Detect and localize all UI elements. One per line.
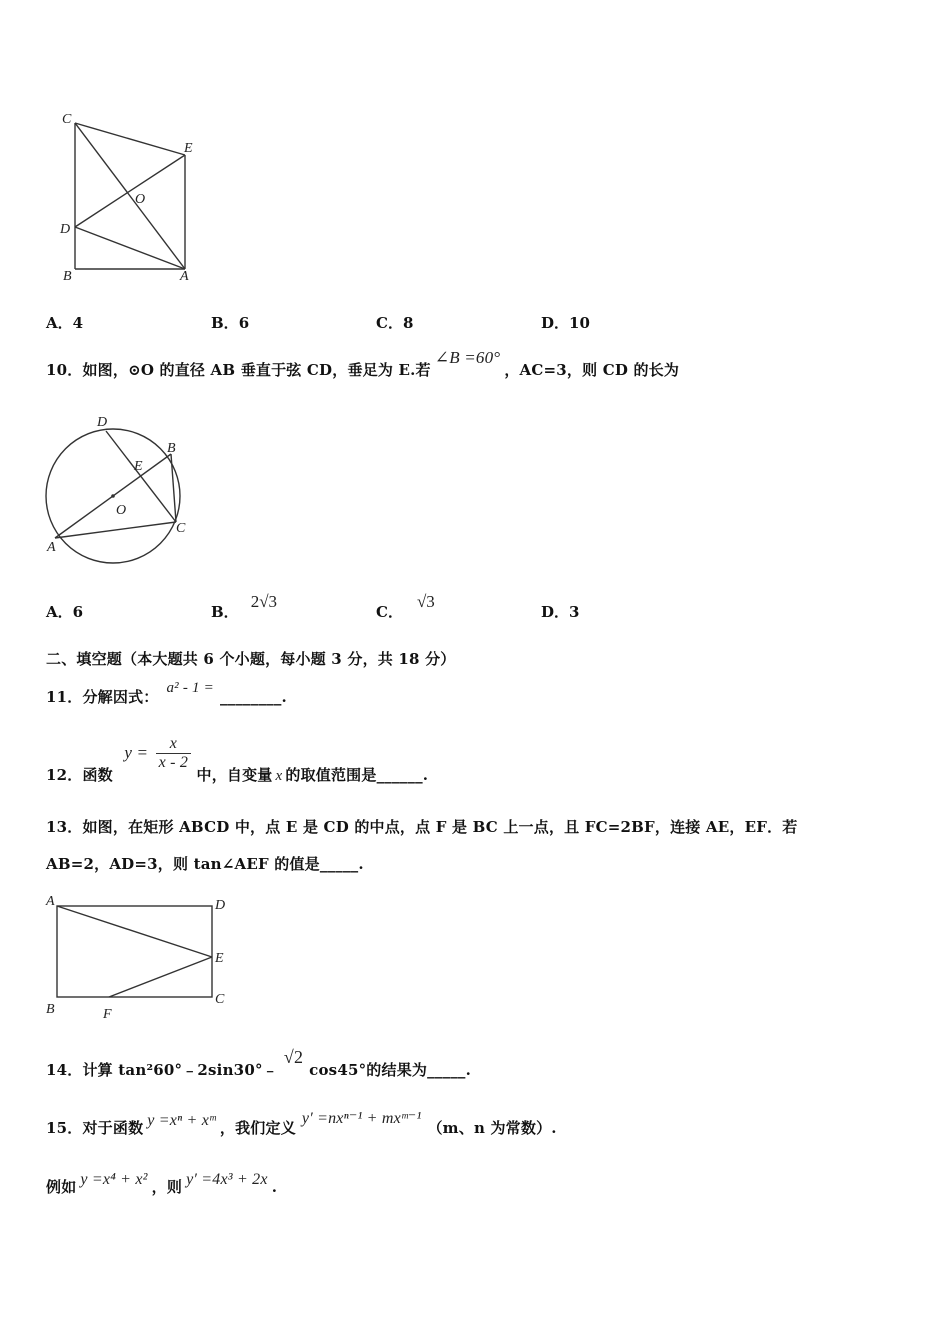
q13-label-c: C	[215, 992, 225, 1007]
q9-label-e: E	[184, 141, 193, 156]
q10-label-c: C	[176, 521, 186, 536]
q10-label-a: A	[47, 540, 56, 555]
q10-label-o: O	[116, 503, 127, 518]
q9-option-c: C．8	[376, 314, 414, 332]
q10-stem: 10．如图，⊙O 的直径 AB 垂直于弦 CD，垂足为 E.若∠B =60°，AC=3，则 CD 的长为	[46, 348, 680, 379]
q9-label-b: B	[63, 269, 72, 284]
q14: 14．计算 tan²60°﹣2sin30°﹣√2cos45°的结果为_____.	[46, 1047, 472, 1079]
q14-sqrt: √2	[283, 1047, 304, 1067]
q10-label-e: E	[134, 459, 143, 474]
q10-option-b: B．2√3	[211, 592, 278, 621]
q9-option-d: D．10	[541, 314, 590, 332]
q9-label-d: D	[60, 222, 71, 237]
q15-derivative: y′ =nxⁿ⁻¹ + mxᵐ⁻¹	[301, 1110, 422, 1127]
q13-line2: AB=2，AD=3，则 tan∠AEF 的值是_____.	[46, 855, 364, 873]
q13-label-b: B	[46, 1002, 55, 1017]
q10-angle-math: ∠B =60°	[434, 348, 501, 367]
q10-figure	[40, 408, 200, 568]
q13-figure	[42, 890, 237, 1025]
q13-line1: 13．如图，在矩形 ABCD 中，点 E 是 CD 的中点，点 F 是 BC 上一点，且 FC=2BF，连接 AE，EF．若	[46, 818, 798, 836]
q10-option-a: A．6	[46, 603, 84, 621]
q13-label-a: A	[46, 894, 55, 909]
q13-label-e: E	[215, 951, 224, 966]
q9-label-c: C	[62, 112, 72, 127]
q10-label-b: B	[167, 441, 176, 456]
example-derivative: y′ =4x³ + 2x	[186, 1171, 268, 1188]
q9-option-a: A．4	[46, 314, 84, 332]
q13-label-f: F	[103, 1007, 112, 1022]
q15: 15．对于函数 y =xⁿ + xᵐ ，我们定义y′ =nxⁿ⁻¹ + mxᵐ⁻¹（m、n 为常数）.	[46, 1110, 557, 1137]
q10-option-c: C．√3	[376, 592, 435, 621]
section-title: 二、填空题（本大题共 6 个小题，每小题 3 分，共 18 分）	[46, 650, 456, 668]
example-function: y =x⁴ + x²	[80, 1171, 148, 1188]
q9-option-b: B．6	[211, 314, 250, 332]
q15-example: 例如 y =x⁴ + x² ，则 y′ =4x³ + 2x .	[46, 1171, 278, 1196]
q12: 12．函数 y = $\frac{x}{x - 2}$ 中，自变量 x 的取值范围是______.	[46, 735, 429, 784]
q11: 11．分解因式： a² - 1 = ________.	[46, 680, 287, 706]
q9-label-o: O	[135, 192, 146, 207]
q13-label-d: D	[215, 898, 226, 913]
q11-math: a² - 1 =	[166, 680, 214, 696]
q15-function: y =xⁿ + xᵐ	[147, 1112, 216, 1129]
q10-option-d: D．3	[541, 603, 580, 621]
q10-label-d: D	[97, 415, 108, 430]
q12-fraction: $\frac{x}{x - 2}$	[156, 735, 191, 772]
q9-figure	[55, 105, 215, 290]
q9-label-a: A	[180, 269, 189, 284]
